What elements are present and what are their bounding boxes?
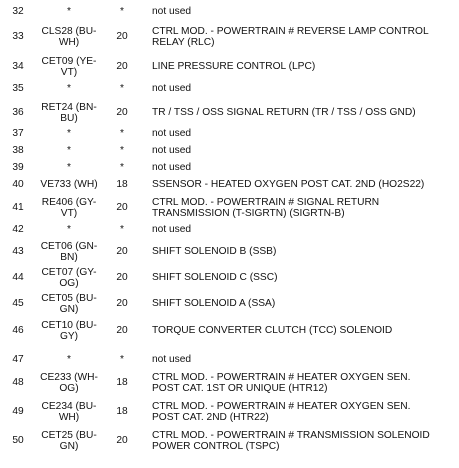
wire-gauge: * bbox=[120, 354, 124, 365]
circuit-code: VE733 (WH) bbox=[40, 179, 98, 190]
circuit-description: not used bbox=[152, 354, 192, 365]
circuit-description: SHIFT SOLENOID A (SSA) bbox=[152, 298, 276, 309]
pin-number: 38 bbox=[12, 145, 24, 156]
wire-gauge: * bbox=[120, 128, 124, 139]
circuit-code: CET09 (YE- VT) bbox=[41, 56, 97, 78]
pin-number: 49 bbox=[12, 406, 24, 417]
wire-gauge: 20 bbox=[116, 435, 128, 446]
wire-gauge: 20 bbox=[116, 202, 128, 213]
pin-number: 36 bbox=[12, 107, 24, 118]
circuit-code: CET25 (BU- GN) bbox=[41, 430, 97, 452]
pin-number: 37 bbox=[12, 128, 24, 139]
circuit-description: not used bbox=[152, 224, 192, 235]
circuit-code: * bbox=[67, 83, 71, 94]
circuit-code: * bbox=[67, 6, 71, 17]
circuit-code: * bbox=[67, 128, 71, 139]
circuit-description: CTRL MOD. - POWERTRAIN # REVERSE LAMP CONTROL RELAY (RLC) bbox=[152, 26, 429, 48]
circuit-code: CET07 (GY- OG) bbox=[41, 267, 97, 289]
circuit-description: CTRL MOD. - POWERTRAIN # TRANSMISSION SOLENOID POWER CONTROL (TSPC) bbox=[152, 430, 430, 452]
circuit-description: SHIFT SOLENOID B (SSB) bbox=[152, 246, 277, 257]
wire-gauge: 20 bbox=[116, 298, 128, 309]
pin-number: 32 bbox=[12, 6, 24, 17]
pin-number: 33 bbox=[12, 31, 24, 42]
wire-gauge: 18 bbox=[116, 406, 128, 417]
circuit-description: TORQUE CONVERTER CLUTCH (TCC) SOLENOID bbox=[152, 325, 393, 336]
wire-gauge: * bbox=[120, 83, 124, 94]
wire-gauge: * bbox=[120, 145, 124, 156]
wire-gauge: 18 bbox=[116, 377, 128, 388]
pin-number: 39 bbox=[12, 162, 24, 173]
wire-gauge: 20 bbox=[116, 246, 128, 257]
circuit-description: not used bbox=[152, 145, 192, 156]
wire-gauge: 20 bbox=[116, 107, 128, 118]
wire-gauge: 20 bbox=[116, 325, 128, 336]
pin-number: 44 bbox=[12, 272, 24, 283]
circuit-description: not used bbox=[152, 162, 192, 173]
pin-number: 42 bbox=[12, 224, 24, 235]
pin-number: 43 bbox=[12, 246, 24, 257]
pin-number: 50 bbox=[12, 435, 24, 446]
pin-number: 40 bbox=[12, 179, 24, 190]
circuit-code: CET05 (BU- GN) bbox=[41, 293, 97, 315]
circuit-code: CET06 (GN- BN) bbox=[40, 241, 98, 263]
pin-number: 35 bbox=[12, 83, 24, 94]
circuit-description: TR / TSS / OSS SIGNAL RETURN (TR / TSS / OSS GND) bbox=[152, 107, 416, 118]
circuit-description: CTRL MOD. - POWERTRAIN # SIGNAL RETURN TRANSMISSION (T-SIGRTN) (SIGRTN-B) bbox=[152, 197, 380, 219]
pin-number: 34 bbox=[12, 61, 24, 72]
wire-gauge: 20 bbox=[116, 31, 128, 42]
circuit-code: CE234 (BU- WH) bbox=[41, 401, 97, 423]
circuit-code: CET10 (BU- GY) bbox=[41, 320, 97, 342]
wire-gauge: 20 bbox=[116, 272, 128, 283]
circuit-code: RE406 (GY- VT) bbox=[41, 197, 97, 219]
wire-gauge: 20 bbox=[116, 61, 128, 72]
circuit-description: SHIFT SOLENOID C (SSC) bbox=[152, 272, 278, 283]
circuit-code: * bbox=[67, 145, 71, 156]
circuit-code: * bbox=[67, 162, 71, 173]
wire-gauge: * bbox=[120, 162, 124, 173]
circuit-description: not used bbox=[152, 128, 192, 139]
circuit-code: RET24 (BN- BU) bbox=[41, 102, 97, 124]
circuit-description: CTRL MOD. - POWERTRAIN # HEATER OXYGEN SEN. POST CAT. 2ND (HTR22) bbox=[152, 401, 411, 423]
wire-gauge: 18 bbox=[116, 179, 128, 190]
pin-number: 41 bbox=[12, 202, 24, 213]
circuit-code: CE233 (WH- OG) bbox=[40, 372, 98, 394]
pin-number: 45 bbox=[12, 298, 24, 309]
circuit-description: SSENSOR - HEATED OXYGEN POST CAT. 2ND (HO2S22) bbox=[152, 179, 425, 190]
circuit-description: CTRL MOD. - POWERTRAIN # HEATER OXYGEN SEN. POST CAT. 1ST OR UNIQUE (HTR12) bbox=[152, 372, 411, 394]
circuit-code: * bbox=[67, 224, 71, 235]
pin-number: 48 bbox=[12, 377, 24, 388]
pin-number: 46 bbox=[12, 325, 24, 336]
circuit-code: * bbox=[67, 354, 71, 365]
circuit-description: LINE PRESSURE CONTROL (LPC) bbox=[152, 61, 316, 72]
circuit-description: not used bbox=[152, 6, 192, 17]
circuit-description: not used bbox=[152, 83, 192, 94]
circuit-code: CLS28 (BU- WH) bbox=[41, 26, 97, 48]
wire-gauge: * bbox=[120, 224, 124, 235]
pin-number: 47 bbox=[12, 354, 24, 365]
wire-gauge: * bbox=[120, 6, 124, 17]
